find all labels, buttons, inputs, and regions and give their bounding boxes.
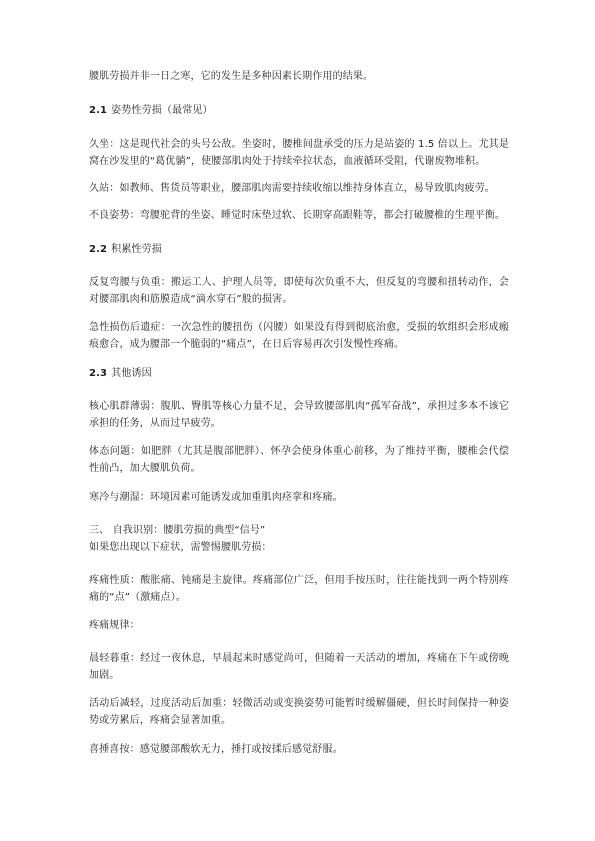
section-title: 姿势性劳损（最常见）	[111, 105, 213, 116]
intro-paragraph: 腰肌劳损并非一日之寒，它的发生是多种因素长期作用的结果。	[89, 71, 374, 82]
section-title: 其他诱因	[111, 368, 152, 379]
section-2-2-heading	[89, 241, 509, 258]
activity-paragraph: 活动后减轻，过度活动后加重：轻微活动或变换姿势可能暂时缓解僵硬，但长时间保持一种姿势或劳累后，疼痛会显著加重。	[89, 698, 509, 726]
section-number: 2.1	[89, 105, 108, 116]
section-2-1-heading	[89, 102, 509, 119]
bad-posture-paragraph: 不良姿势：弯腰驼背的坐姿、睡觉时床垫过软、长期穿高跟鞋等，都会打破腰椎的生理平衡。	[89, 210, 506, 221]
section-title: 积累性劳损	[111, 244, 162, 255]
section-number: 2.3	[89, 368, 108, 379]
sitting-paragraph: 久坐：这是现代社会的头号公敌。坐姿时，腰椎间盘承受的压力是站姿的 1.5 倍以上。尤其是窝在沙发里的“葛优躺”，使腰部肌肉处于持续牵拉状态，血液循环受阻，代谢废物堆积。	[89, 139, 509, 167]
standing-paragraph: 久站：如教师、售货员等职业，腰部肌肉需要持续收缩以维持身体直立，易导致肌肉疲劳。	[89, 183, 495, 194]
body-posture-paragraph: 体态问题：如肥胖（尤其是腹部肥胖）、怀孕会使身体重心前移，为了维持平衡，腰椎会代偿性前凸，加大腰肌负荷。	[89, 446, 509, 474]
section-3-heading: 三、 自我识别：腰肌劳损的典型“信号”	[89, 525, 266, 536]
section-3-subtitle: 如果您出现以下症状，需警惕腰肌劳损：	[89, 542, 272, 553]
massage-paragraph: 喜捶喜按：感觉腰部酸软无力，捶打或按揉后感觉舒服。	[89, 744, 343, 755]
pain-nature-paragraph: 疼痛性质：酸胀痛、钝痛是主旋律。疼痛部位广泛，但用手按压时，往往能找到一两个特别疼痛的“点”（激痛点）。	[89, 575, 509, 603]
cold-damp-paragraph: 寒冷与潮湿：环境因素可能诱发或加重肌肉痉挛和疼痛。	[89, 492, 343, 503]
section-2-3-heading	[89, 365, 509, 382]
morning-evening-paragraph: 晨轻暮重：经过一夜休息，早晨起来时感觉尚可，但随着一天活动的增加，疼痛在下午或傍晚加剧。	[89, 653, 509, 681]
section-number: 2.2	[89, 244, 108, 255]
pain-pattern-paragraph: 疼痛规律：	[89, 620, 140, 631]
acute-injury-paragraph: 急性损伤后遗症：一次急性的腰扭伤（闪腰）如果没有得到彻底治愈，受损的软组织会形成瘢痕愈合，成为腰部一个脆弱的“痛点”，在日后容易再次引发慢性疼痛。	[89, 322, 509, 350]
core-muscle-paragraph: 核心肌群薄弱：腹肌、臀肌等核心力量不足，会导致腰部肌肉“孤军奋战”，承担过多本不该它承担的任务，从而过早疲劳。	[89, 401, 509, 429]
repeated-bending-paragraph: 反复弯腰与负重：搬运工人、护理人员等，即使每次负重不大，但反复的弯腰和扭转动作，会对腰部肌肉和筋膜造成“滴水穿石”般的损害。	[89, 277, 509, 305]
